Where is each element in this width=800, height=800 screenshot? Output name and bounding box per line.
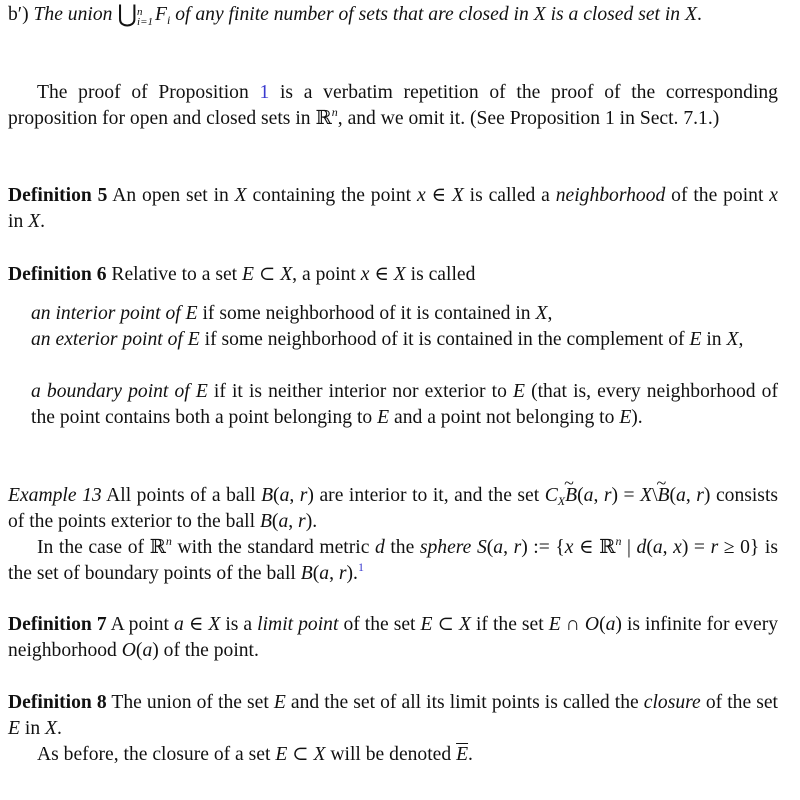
term-limit-point: limit point	[257, 614, 339, 635]
boundary-point-item: a boundary point of E if it is neither interior nor exterior to E (that is, every neighborhood of the point contains both a point belonging to E and a point not belonging to E).	[31, 381, 778, 428]
definition-5: Definition 5 An open set in X containing the point x ∈ X is called a neighborhood of the point x in X.	[8, 185, 778, 232]
term-sphere: sphere	[419, 537, 472, 558]
item-label: b′)	[8, 4, 29, 25]
example-label: Example 13	[8, 485, 102, 506]
definition-label: Definition 6	[8, 264, 107, 285]
term-exterior-point: an exterior point of	[31, 329, 183, 350]
proposition-ref-link[interactable]: 1	[259, 82, 270, 103]
definition-label: Definition 5	[8, 185, 108, 206]
definition-label: Definition 8	[8, 692, 107, 713]
definition-8-notation: As before, the closure of a set E ⊂ X will be denoted $\overline{E}$.	[37, 744, 473, 765]
footnote-1-link[interactable]: 1	[357, 560, 364, 574]
term-closure: closure	[643, 692, 701, 713]
item-b-prime: b′) The union ⋃ n i=1 $F_i$ of any finite number of sets that are closed in X is a closed set in X.	[8, 2, 702, 28]
example-13: Example 13 All points of a ball B(a, r) are interior to it, and the set $C_X\sim$ B(a, r) = X\~ B(a, r) consists of the points exterior to the ball B(a, r).	[8, 483, 778, 535]
definition-7: Definition 7 A point a ∈ X is a limit point of the set E ⊂ X if the set E ∩ O(a) is infinite for every neighborhood O(a) of the point.	[8, 614, 779, 661]
example-13-sphere: In the case of ℝ$^n$ with the standard metric d the sphere S(a, r) := {x ∈ ℝ$^n$ | d(a, x) = r ≥ 0} is the set of boundary points of the ball B(a, r).$^1$	[8, 534, 778, 584]
definition-6: Definition 6 Relative to a set E ⊂ X, a point x ∈ X is called	[8, 264, 476, 285]
proof-paragraph: The proof of Proposition 1 is a verbatim repetition of the proof of the corresponding proposition for open and closed sets in ℝ$^n$, and we omit it. (See Proposition 1 in Sect. 7.1.)	[8, 82, 778, 129]
term-interior-point: an interior point of	[31, 303, 181, 324]
definition-label: Definition 7	[8, 614, 107, 635]
exterior-point-item: an exterior point of E if some neighborhood of it is contained in the complement of E in X,	[31, 329, 744, 350]
definition-8: Definition 8 The union of the set E and the set of all its limit points is called the closure of the set E in X.	[8, 692, 779, 739]
interior-point-item: an interior point of E if some neighborhood of it is contained in X,	[31, 303, 553, 324]
term-boundary-point: a boundary point of	[31, 381, 190, 402]
term-neighborhood: neighborhood	[555, 185, 666, 206]
